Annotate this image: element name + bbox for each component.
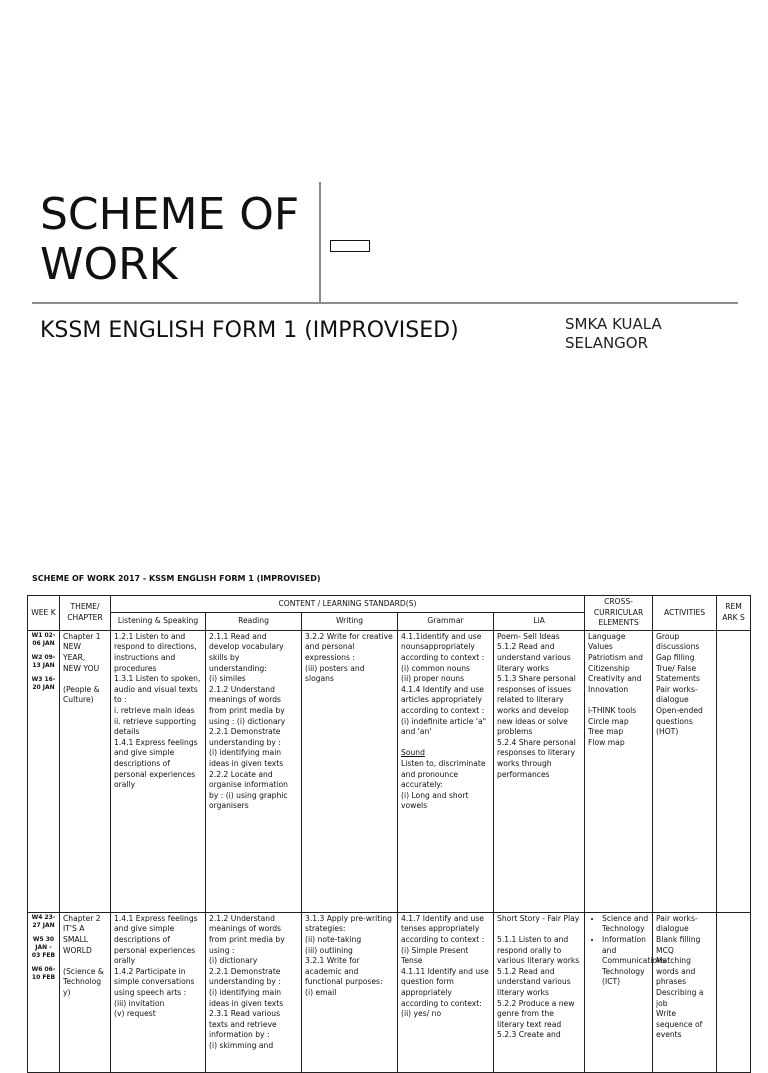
activity-line: True/ False Statements: [656, 663, 700, 684]
header-theme: THEME/ CHAPTER: [60, 596, 111, 631]
theme-line: [63, 674, 107, 685]
subtitle: KSSM ENGLISH FORM 1 (IMPROVISED): [40, 318, 459, 343]
theme-line: (People &: [63, 684, 100, 694]
grammar-cell: [398, 630, 494, 912]
reading-line: (i) identifying main ideas in given texts: [209, 748, 284, 768]
activity-line: Gap filling: [656, 652, 695, 662]
theme-line: SMALL: [63, 934, 89, 944]
theme-line: (Science &: [63, 966, 104, 976]
lia-line: 5.1.2 Read and understand various literary works: [497, 642, 571, 673]
reading-line: 2.1.1 Read and develop vocabulary skills by understanding:: [209, 631, 284, 673]
cce-line: Patriotism and Citizenship: [588, 652, 643, 673]
header-grammar: Grammar: [398, 613, 494, 630]
lia-cell: [494, 912, 585, 1072]
theme-line: Technolog y): [63, 977, 102, 997]
theme-line: NEW YOU: [63, 663, 100, 673]
reading-line: 2.2.1 Demonstrate understanding by :: [209, 727, 281, 747]
theme-line: WORLD: [63, 945, 92, 955]
listening-cell: [111, 630, 206, 912]
page-title: [40, 190, 310, 290]
lia-line: Short Story - Fair Play: [497, 913, 580, 923]
title-line-2: WORK: [40, 239, 178, 290]
grammar-line: (i) Simple Present Tense: [401, 945, 469, 966]
week-label: W4 23-27 JAN: [31, 913, 56, 929]
horizontal-divider: [32, 302, 738, 304]
week-label: W6 06-10 FEB: [31, 965, 56, 981]
listening-cell: [111, 912, 206, 1072]
listening-line: (v) request: [114, 1009, 156, 1019]
remarks-cell: [717, 630, 751, 912]
grammar-line: 4.1.11 Identify and use question form appropriately according to context:: [401, 966, 489, 1008]
writing-line: 3.2.2 Write for creative and personal expressions :: [305, 631, 393, 662]
school-line-1: SMKA KUALA: [565, 315, 662, 333]
cce-line: Values: [588, 642, 613, 652]
activity-line: Pair works- dialogue: [656, 913, 698, 934]
reading-line: (i) skimming and: [209, 1040, 274, 1050]
grammar-line: (i) indefinite article 'a" and 'an': [401, 716, 487, 737]
reading-line: (i) dictionary: [209, 956, 258, 966]
cce-bullet: • Information and Communications Technology (ICT): [602, 935, 649, 988]
lia-line: Poem- Sell Ideas: [497, 631, 560, 641]
writing-line: (ii) note-taking: [305, 934, 362, 944]
theme-cell: [60, 912, 111, 1072]
listening-line: 1.4.1 Express feelings and give simple descriptions of personal experiences orally: [114, 737, 198, 790]
theme-line: YEAR,: [63, 652, 86, 662]
listening-line: 1.4.1 Express feelings and give simple descriptions of personal experiences orally: [114, 913, 198, 966]
theme-line: Culture): [63, 695, 94, 705]
theme-cell: [60, 630, 111, 912]
grammar-line: (i) common nouns: [401, 663, 470, 673]
week-label: W3 16-20 JAN: [31, 675, 56, 691]
reading-line: 2.3.1 Read various texts and retrieve information by :: [209, 1009, 281, 1040]
writing-line: (iii) posters and slogans: [305, 663, 365, 684]
lia-line: 5.1.2 Read and understand various literary works: [497, 966, 571, 997]
listening-line: i. retrieve main ideas: [114, 705, 195, 715]
activity-line: Describing a job: [656, 987, 704, 1008]
reading-cell: [206, 912, 302, 1072]
sound-line: Listen to, discriminate and pronounce accurately:: [401, 758, 486, 790]
lia-line: 5.2.3 Create and: [497, 1030, 561, 1040]
listening-line: 1.2.1 Listen to and respond to directions, instructions and procedures: [114, 631, 197, 673]
reading-cell: [206, 630, 302, 912]
lia-line: [497, 924, 581, 935]
lia-cell: [494, 630, 585, 912]
cce-cell: [585, 630, 653, 912]
writing-line: (iii) outlining: [305, 945, 353, 955]
theme-line: Chapter 1: [63, 631, 101, 641]
scheme-table: [27, 595, 751, 1073]
lia-line: 5.1.3 Share personal responses of issues related to literary works and develop new ideas or solve problems: [497, 674, 576, 737]
grammar-line: (ii) proper nouns: [401, 674, 465, 684]
lia-line: 5.2.2 Produce a new genre from the literary text read: [497, 998, 575, 1029]
week-label: W2 09-13 JAN: [31, 653, 56, 669]
reading-line: (i) identifying main ideas in given texts: [209, 987, 284, 1008]
theme-line: NEW: [63, 642, 81, 652]
table-row: [28, 912, 751, 1072]
reading-line: (i) similes: [209, 674, 246, 684]
cce-line: Creativity and Innovation: [588, 674, 642, 694]
grammar-line: 4.1.1identify and use nounsappropriately according to context :: [401, 631, 485, 662]
empty-box: [330, 240, 370, 252]
header-week: WEE K: [28, 596, 60, 631]
grammar-line: 4.1.7 Identify and use tenses appropriately according to context :: [401, 913, 485, 944]
week-label: W1 02-06 JAN: [31, 631, 56, 647]
listening-line: (iii) invitation: [114, 998, 165, 1008]
header-content: CONTENT / LEARNING STANDARD(S): [111, 596, 585, 613]
cce-line: Tree map: [588, 727, 624, 737]
activity-line: Group discussions: [656, 631, 700, 652]
theme-line: Chapter 2: [63, 913, 101, 923]
reading-line: 2.1.2 Understand meanings of words from print media by using : (i) dictionary: [209, 684, 286, 726]
week-cell: [28, 912, 60, 1072]
activity-line: Matching words and phrases: [656, 956, 696, 987]
table-row: [28, 630, 751, 912]
cce-line: i-THINK tools: [588, 705, 637, 715]
activity-line: MCQ: [656, 945, 674, 955]
listening-line: 1.4.2 Participate in simple conversations using speech arts :: [114, 966, 195, 997]
week-cell: [28, 630, 60, 912]
cce-line: Circle map: [588, 716, 629, 726]
listening-line: ii. retrieve supporting details: [114, 716, 197, 737]
reading-line: 2.2.1 Demonstrate understanding by :: [209, 966, 281, 987]
writing-line: (i) email: [305, 987, 337, 997]
header-remarks: REM ARK S: [717, 596, 751, 631]
writing-cell: [302, 630, 398, 912]
writing-cell: [302, 912, 398, 1072]
activity-line: Open-ended questions (HOT): [656, 705, 703, 737]
activity-line: Blank filling: [656, 934, 701, 944]
writing-line: 3.1.3 Apply pre-writing strategies:: [305, 913, 392, 934]
vertical-divider: [319, 182, 321, 302]
school-line-2: SELANGOR: [565, 334, 649, 352]
lia-line: 5.1.1 Listen to and respond orally to various literary works: [497, 934, 580, 966]
reading-line: 2.1.2 Understand meanings of words from print media by using :: [209, 913, 285, 955]
activity-line: Write sequence of events: [656, 1009, 703, 1040]
theme-line: [63, 956, 107, 967]
cce-line: Flow map: [588, 737, 625, 747]
school-name: [565, 315, 725, 353]
remarks-cell: [717, 912, 751, 1072]
cce-line: [588, 695, 649, 706]
cce-line: Language: [588, 631, 626, 641]
header-writing: Writing: [302, 613, 398, 630]
header-activities: ACTIVITIES: [653, 596, 717, 631]
activity-line: Pair works- dialogue: [656, 684, 698, 705]
header-cce: CROSS- CURRICULAR ELEMENTS: [585, 596, 653, 631]
theme-line: IT'S A: [63, 924, 85, 934]
writing-line: 3.2.1 Write for academic and functional purposes:: [305, 956, 383, 987]
reading-line: 2.2.2 Locate and organise information by : (i) using graphic organisers: [209, 769, 288, 811]
listening-line: 1.3.1 Listen to spoken, audio and visual texts to :: [114, 674, 201, 705]
activities-cell: [653, 630, 717, 912]
week-label: W5 30 JAN - 03 FEB: [31, 935, 56, 959]
activities-cell: [653, 912, 717, 1072]
grammar-line: 4.1.4 Identify and use articles appropriately according to context :: [401, 684, 485, 715]
header-row-1: [28, 596, 751, 613]
sound-line: (i) Long and short vowels: [401, 790, 469, 811]
grammar-cell: [398, 912, 494, 1072]
lia-line: 5.2.4 Share personal responses to literary works through performances: [497, 737, 576, 779]
cce-bullet: • Science and Technology: [602, 914, 649, 935]
table-caption: SCHEME OF WORK 2017 - KSSM ENGLISH FORM 1 (IMPROVISED): [32, 574, 321, 583]
title-line-1: SCHEME OF: [40, 189, 300, 240]
header-reading: Reading: [206, 613, 302, 630]
header-lia: LiA: [494, 613, 585, 630]
header-listening: Listening & Speaking: [111, 613, 206, 630]
grammar-line: (ii) yes/ no: [401, 1009, 442, 1019]
sound-heading: Sound: [401, 748, 425, 758]
